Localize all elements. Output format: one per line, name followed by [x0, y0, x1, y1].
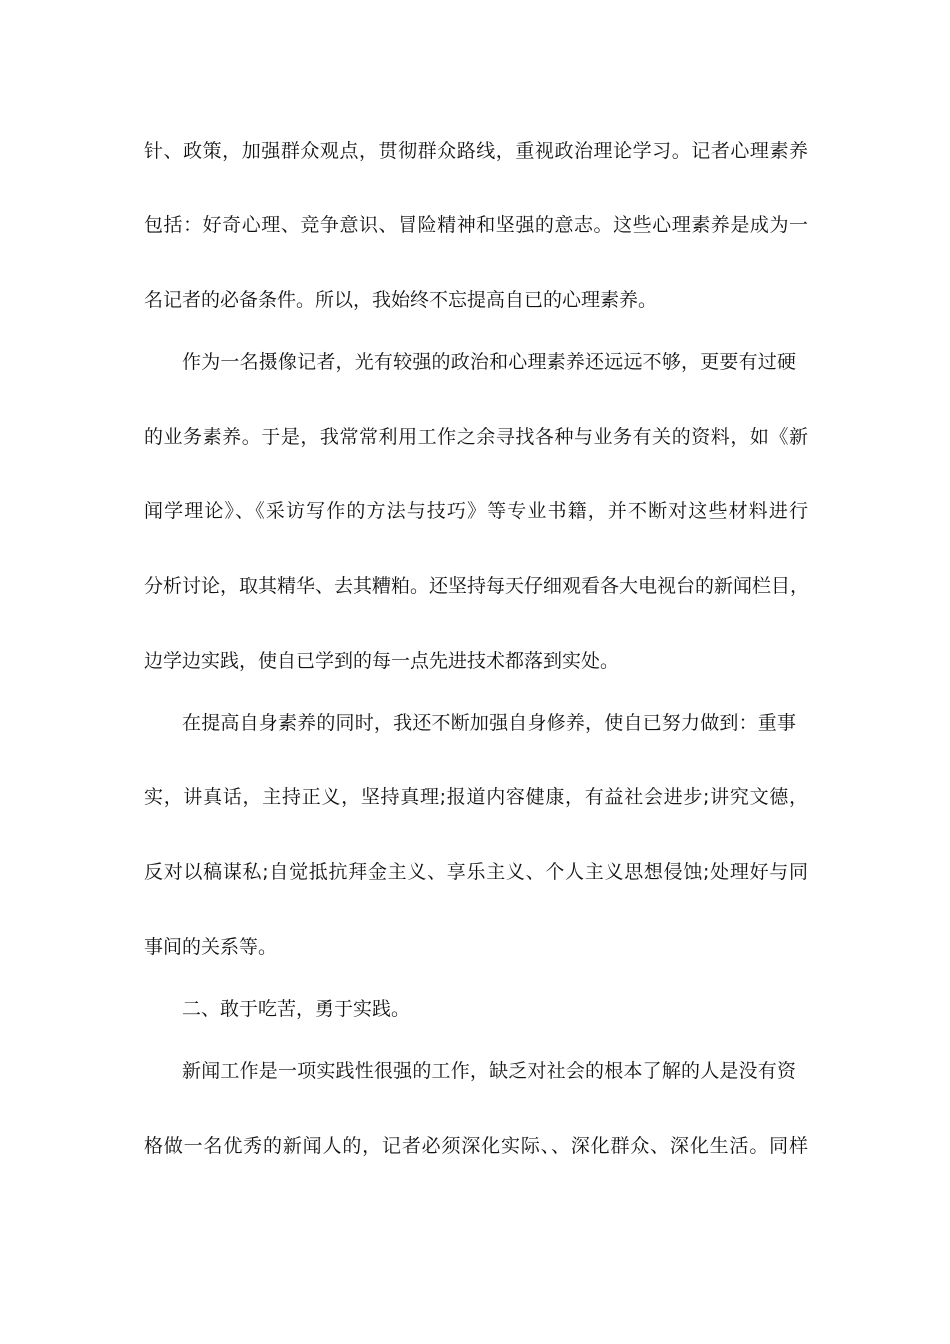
- paragraph-first-line: 新闻工作是一项实践性很强的工作，缺乏对社会的根本了解的人是没有资: [182, 1060, 796, 1082]
- text-line: 分析讨论，取其精华、去其糟粕。还坚持每天仔细观看各大电视台的新闻栏目，: [144, 575, 810, 597]
- text-line: 反对以稿谋私;自觉抵抗拜金主义、享乐主义、个人主义思想侵蚀;处理好与同: [144, 861, 808, 883]
- paragraph-first-line: 在提高自身素养的同时，我还不断加强自身修养，使自已努力做到：重事: [182, 712, 796, 734]
- text-line: 包括：好奇心理、竞争意识、冒险精神和坚强的意志。这些心理素养是成为一: [144, 214, 808, 236]
- text-line: 闻学理论》、《采访写作的方法与技巧》等专业书籍，并不断对这些材料进行: [144, 500, 808, 522]
- text-line: 针、政策，加强群众观点，贯彻群众路线，重视政治理论学习。记者心理素养: [144, 140, 808, 162]
- text-line: 实，讲真话，主持正义，坚持真理;报道内容健康，有益社会进步;讲究文德，: [144, 786, 808, 808]
- text-line: 格做一名优秀的新闻人的，记者必须深化实际、、深化群众、深化生活。同样: [144, 1135, 808, 1157]
- text-line: 名记者的必备条件。所以，我始终不忘提高自已的心理素养。: [144, 289, 658, 311]
- text-line: 边学边实践，使自已学到的每一点先进技术都落到实处。: [144, 650, 620, 672]
- paragraph-first-line: 作为一名摄像记者，光有较强的政治和心理素养还远远不够，更要有过硬: [182, 351, 796, 373]
- text-line: 的业务素养。于是，我常常利用工作之余寻找各种与业务有关的资料，如《新: [144, 426, 808, 448]
- text-line: 事间的关系等。: [144, 936, 278, 958]
- section-heading: 二、敢于吃苦，勇于实践。: [182, 998, 411, 1020]
